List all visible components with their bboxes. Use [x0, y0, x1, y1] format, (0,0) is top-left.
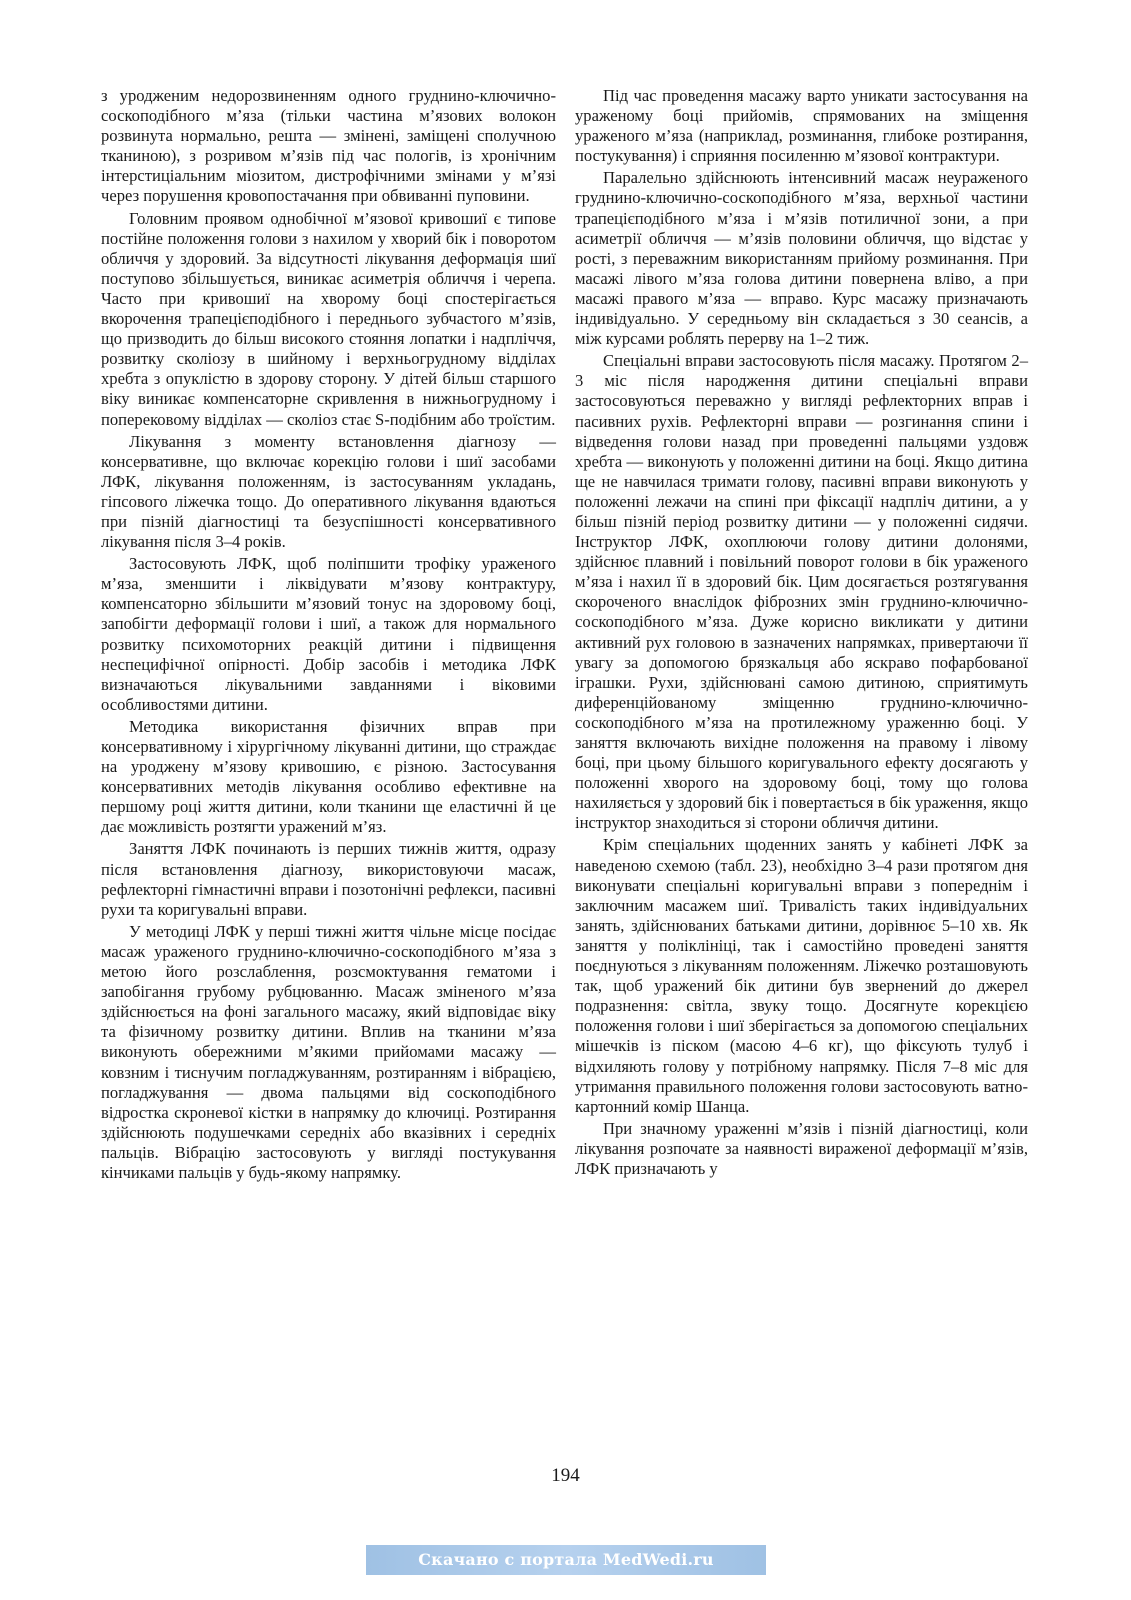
paragraph: Під час проведення масажу варто уникати застосування на ураженому боці прийомів, спрямованих на зміщення ураженого м’яза (наприклад, розминання, глибоке розтирання, постукування) і сприяння посиленню м’язової контрактури.	[575, 86, 1028, 166]
download-watermark-banner: Скачано с портала MedWedi.ru	[366, 1545, 766, 1575]
paragraph: Лікування з моменту встановлення діагнозу — консервативне, що включає корекцію голови і шиї засобами ЛФК, лікування положенням, із застосуванням укладань, гіпсового ліжечка тощо. До оперативного лікування вдаються при пізній діагностиці та безуспішності консервативного лікування після 3–4 років.	[101, 431, 556, 552]
paragraph: При значному ураженні м’язів і пізній діагностиці, коли лікування розпочате за наявності вираженої деформації м’язів, ЛФК призначають у	[575, 1118, 1028, 1178]
left-text-column	[101, 86, 556, 1185]
paragraph: У методиці ЛФК у перші тижні життя чільне місце посідає масаж ураженого груднино-ключично-соскоподібного м’яза з метою його розслаблення, розсмоктування гематоми і запобігання грубому рубцюванню. Масаж зміненого м’яза здійснюється на фоні загального масажу, який відповідає віку та фізичному розвитку дитини. Вплив на тканини м’яза виконують обережними м’якими прийомами масажу — ковзним і тиснучим погладжуванням, розтиранням і вібрацією, погладжування — двома пальцями від соскоподібного відростка скроневої кістки в напрямку до ключиці. Розтирання здійснюють подушечками середніх або вказівних і середніх пальців. Вібрацію застосовують у вигляді постукування кінчиками пальців у будь-якому напрямку.	[101, 921, 556, 1182]
right-text-column	[575, 86, 1028, 1181]
paragraph: Застосовують ЛФК, щоб поліпшити трофіку ураженого м’яза, зменшити і ліквідувати м’язову контрактуру, компенсаторно збільшити м’язовий тонус на здоровому боці, запобігти деформації голови і шиї, а також для нормального розвитку психомоторних реакцій дитини і підвищення неспецифічної опірності. Добір засобів і методика ЛФК визначаються лікувальними завданнями і віковими особливостями дитини.	[101, 554, 556, 714]
paragraph: Крім спеціальних щоденних занять у кабінеті ЛФК за наведеною схемою (табл. 23), необхідно 3–4 рази протягом дня виконувати спеціальні коригувальні вправи з попереднім і заключним масажем шиї. Тривалість таких індивідуальних занять, здійснюваних батьками дитини, дорівнює 5–10 хв. Як заняття у поліклініці, так і самостійно проведені заняття поєднуються з лікуванням положенням. Ліжечко розташовують так, щоб уражений бік дитини був звернений до джерел подразнення: світла, звуку тощо. Досягнуте корекцією положення голови і шиї зберігається за допомогою спеціальних мішечків із піском (масою 4–6 кг), що фіксують тулуб і відхиляють голову у потрібному напрямку. Після 7–8 міс для утримання правильного положення голови застосовують ватно-картонний комір Шанца.	[575, 835, 1028, 1116]
page-number: 194	[551, 1465, 580, 1486]
paragraph: Головним проявом однобічної м’язової кривошиї є типове постійне положення голови з нахилом у хворий бік і поворотом обличчя у здоровий. За відсутності лікування деформація шиї поступово збільшується, виникає асиметрія обличчя і черепа. Часто при кривошиї на хворому боці спостерігається вкорочення трапецієподібного і переднього зубчастого м’язів, що призводить до більш високого стояння лопатки і надпліччя, розвитку сколіозу в шийному і верхньогрудному відділах хребта з опуклістю в здорову сторону. У дітей більш старшого віку виникає компенсаторне скривлення в нижньогрудному і поперековому відділах — сколіоз стає S-подібним або троїстим.	[101, 208, 556, 429]
paragraph: Методика використання фізичних вправ при консервативному і хірургічному лікуванні дитини, що страждає на уроджену м’язову кривошию, є різною. Застосування консервативних методів лікування особливо ефективне на першому році життя дитини, коли тканини ще еластичні й це дає можливість розтягти уражений м’яз.	[101, 716, 556, 837]
paragraph: Паралельно здійснюють інтенсивний масаж неураженого груднино-ключично-соскоподібного м’яза, верхньої частини трапецієподібного м’яза і м’язів потиличної зони, а при асиметрії обличчя — м’язів половини обличчя, що відстає у рості, з переважним використанням прийому розминання. При масажі лівого м’яза голова дитини повернена вліво, а при масажі правого м’яза — вправо. Курс масажу призначають індивідуально. У середньому він складається з 30 сеансів, а між курсами роблять перерву на 1–2 тиж.	[575, 168, 1028, 349]
paragraph: Заняття ЛФК починають із перших тижнів життя, одразу після встановлення діагнозу, використовуючи масаж, рефлекторні гімнастичні вправи і позотонічні рефлекси, пасивні рухи та коригувальні вправи.	[101, 839, 556, 919]
paragraph: з уродженим недорозвиненням одного груднино-ключично-соскоподібного м’яза (тільки частина м’язових волокон розвинута нормально, решта — змінені, заміщені сполучною тканиною), з розривом м’язів під час пологів, із хронічним інтерстиціальним міозитом, дистрофічними змінами у м’язі через порушення кровопостачання при обвиванні пуповини.	[101, 86, 556, 206]
paragraph: Спеціальні вправи застосовують після масажу. Протягом 2–3 міс після народження дитини спеціальні вправи застосовуються переважно у вигляді рефлекторних вправ і пасивних рухів. Рефлекторні вправи — розгинання спини і відведення голови назад при проведенні пальцями уздовж хребта — виконують у положенні дитини на боці. Якщо дитина ще не навчилася тримати голову, пасивні вправи виконують у положенні лежачи на спині при фіксації надпліч дитини, а у більш пізній період розвитку дитини — у положенні сидячи. Інструктор ЛФК, охоплюючи голову дитини долонями, здійснює плавний і повільний поворот голови в бік ураженого м’яза і нахил її в здоровий бік. Цим досягається розтягування скороченого внаслідок фіброзних змін груднино-ключично-соскоподібного м’яза. Дуже корисно викликати у дитини активний рух головою в зазначених напрямках, привертаючи її увагу за допомогою брязкальця або яскраво пофарбованої іграшки. Рухи, здійснювані самою дитиною, сприятимуть диференційованому зміщенню груднино-ключично-соскоподібного м’яза на протилежному ураженню боці. У заняття включають вихідне положення на правому і лівому боці, при цьому більшого коригувального ефекту досягають у положенні хворого на здоровому боці, тому що голова нахиляється у здоровий бік і повертається в бік ураження, якщо інструктор знаходиться зі сторони обличчя дитини.	[575, 351, 1028, 833]
